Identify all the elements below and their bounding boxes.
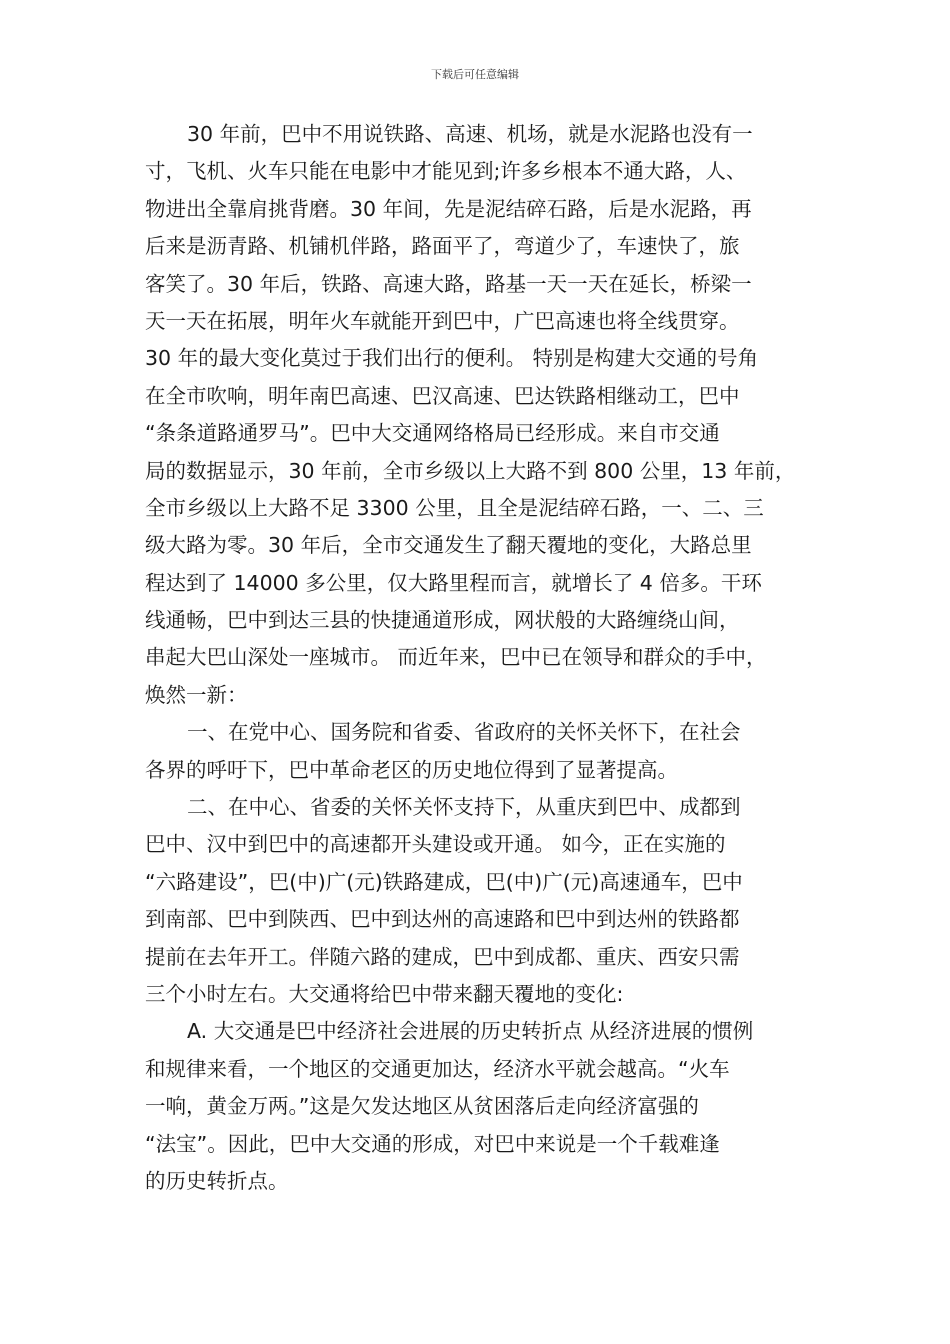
text-line: 一、在党中心、国务院和省委、省政府的关怀关怀下，在社会 bbox=[187, 720, 741, 745]
text-line: A. 大交通是巴中经济社会进展的历史转折点 从经济进展的惯例 bbox=[187, 1019, 754, 1044]
text-line: 二、在中心、省委的关怀关怀支持下，从重庆到巴中、成都到 bbox=[187, 795, 741, 820]
text-line: 程达到了 14000 多公里，仅大路里程而言，就增长了 4 倍多。干环 bbox=[145, 570, 762, 595]
text-line: 三个小时左右。大交通将给巴中带来翻天覆地的变化: bbox=[145, 981, 624, 1006]
text-line: 的历史转折点。 bbox=[145, 1168, 289, 1193]
document-body bbox=[145, 116, 807, 1200]
text-line: 到南部、巴中到陕西、巴中到达州的高速路和巴中到达州的铁路都 bbox=[145, 907, 740, 932]
text-line: 巴中、汉中到巴中的高速都开头建设或开通。 如今，正在实施的 bbox=[145, 832, 726, 857]
text-line: 30 年的最大变化莫过于我们出行的便利。 特别是构建大交通的号角 bbox=[145, 346, 759, 371]
text-line: 30 年前，巴中不用说铁路、高速、机场，就是水泥路也没有一 bbox=[187, 122, 753, 146]
text-line: 客笑了。30 年后，铁路、高速大路，路基一天一天在延长，桥梁一 bbox=[145, 271, 752, 296]
text-line: 焕然一新： bbox=[145, 682, 248, 707]
text-line: 天一天在拓展，明年火车就能开到巴中，广巴高速也将全线贯穿。 bbox=[145, 308, 740, 333]
text-line: 提前在去年开工。伴随六路的建成，巴中到成都、重庆、西安只需 bbox=[145, 944, 740, 969]
text-line: 全市乡级以上大路不足 3300 公里，且全是泥结碎石路，一、二、三 bbox=[145, 495, 764, 520]
text-line: 级大路为零。30 年后，全市交通发生了翻天覆地的变化，大路总里 bbox=[145, 533, 752, 558]
text-line: 局的数据显示，30 年前，全市乡级以上大路不到 800 公里，13 年前， bbox=[145, 458, 796, 483]
text-line: 串起大巴山深处一座城市。 而近年来，巴中已在领导和群众的手中， bbox=[145, 645, 767, 670]
text-line: 线通畅，巴中到达三县的快捷通道形成，网状般的大路缠绕山间， bbox=[145, 608, 740, 633]
text-line: 各界的呼吁下，巴中革命老区的历史地位得到了显著提高。 bbox=[145, 757, 678, 782]
text-line: 后来是沥青路、机铺机伴路，路面平了，弯道少了，车速快了，旅 bbox=[145, 234, 740, 259]
text-line: “六路建设”，巴(中)广(元)铁路建成，巴(中)广(元)高速通车，巴中 bbox=[145, 869, 743, 894]
text-line: “条条道路通罗马”。巴中大交通网络格局已经形成。来自市交通 bbox=[145, 421, 720, 446]
text-line: 寸，飞机、火车只能在电影中才能见到;许多乡根本不通大路，人、 bbox=[145, 159, 747, 184]
text-line: 一响，黄金万两。”这是欠发达地区从贫困落后走向经济富强的 bbox=[145, 1094, 699, 1119]
text-line: 和规律来看，一个地区的交通更加达，经济水平就会越高。“火车 bbox=[145, 1056, 730, 1081]
page-header: 下载后可任意编辑 bbox=[431, 68, 519, 81]
text-line: 物进出全靠肩挑背磨。30 年间，先是泥结碎石路，后是水泥路，再 bbox=[145, 196, 752, 221]
text-line: “法宝”。因此，巴中大交通的形成，对巴中来说是一个千载难逢 bbox=[145, 1131, 720, 1156]
text-line: 在全市吹响，明年南巴高速、巴汉高速、巴达铁路相继动工，巴中 bbox=[145, 383, 740, 408]
